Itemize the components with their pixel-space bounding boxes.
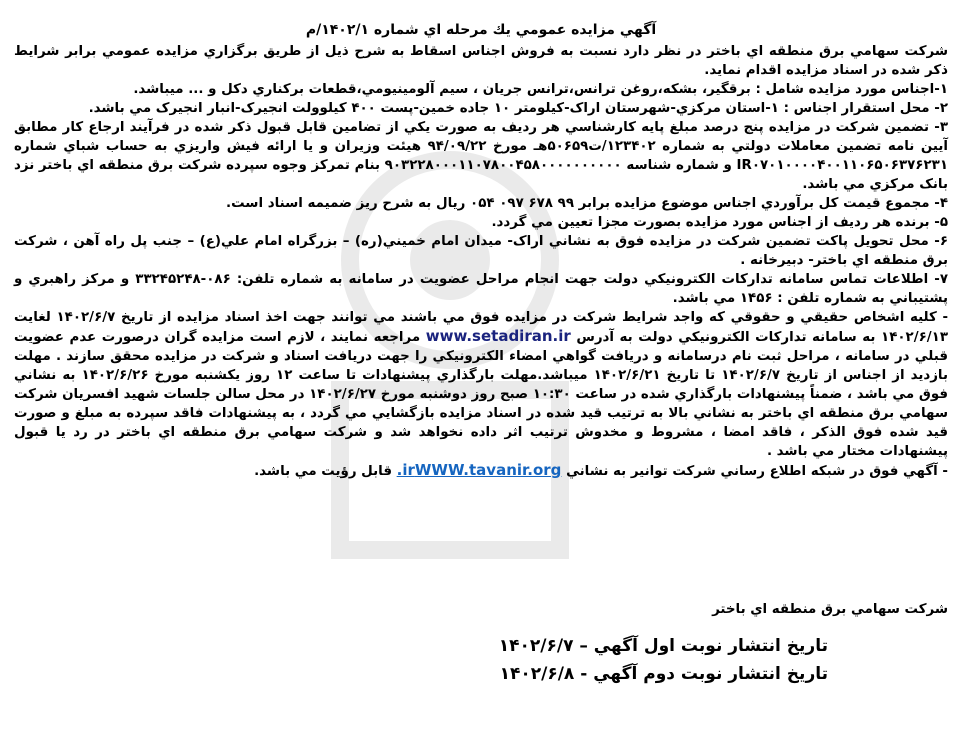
notice-item-1: ۱-اجناس مورد مزايده شامل : برقگير، بشکه،روغن ترانس،ترانس جريان ، سيم آلومينيومي،قطعات برکناري دکل و ... ميباشد. [133, 82, 948, 97]
publication-date-second: تاريخ انتشار نوبت دوم آگهي - ۱۴۰۲/۶/۸ [499, 664, 828, 684]
notice-item-2: ۲- محل استقرار اجناس : ۱-استان مرکزي-شهرستان اراک-کيلومتر ۱۰ جاده خمين-پست ۴۰۰ کيلوولت انجيرک-انبار انجيرک مي باشد. [88, 101, 948, 116]
item-9-text-a: - آگهي فوق در شبکه اطلاع رساني شرکت توانير به نشاني [566, 464, 948, 479]
publication-date-first: تاريخ انتشار نوبت اول آگهي – ۱۴۰۲/۶/۷ [498, 636, 828, 656]
item-8-text-b: مراجعه نمايند ، لازم است مزايده گران درصورت عدم عضويت قبلي در سامانه ، مراحل ثبت نام درسامانه و دريافت گواهي امضاء الکترونيکي را جهت دريافت اسناد و شرکت در مزايده محقق سازند . مهلت بازديد از اجناس از تاريخ ۱۴۰۲/۶/۷ تا تاريخ ۱۴۰۲/۶/۲۱ ميباشد.مهلت بارگذاري پيشنهادات تا ساعت ۱۲ روز يکشنبه مورخ ۱۴۰۲/۶/۲۶ به نشاني فوق مي باشد ، ضمناً پيشنهادات بارگذاري شده در ساعت ۱۰:۳۰ صبح روز دوشنبه مورخ ۱۴۰۲/۶/۲۷ در محل سالن جلسات شهيد افسريان شرکت سهامي برق منطقه اي باختر به نشاني بالا به ترتيب قيد شده در اسناد مزايده بازگشايي مي گردد ، به پيشنهادات فاقد سپرده به مبلغ و صورت قيد شده فوق الذکر ، فاقد امضا ، مشروط و مخدوش ترتيب اثر داده نخواهد شد و شرکت سهامي برق منطقه اي باختر در رد يا قبول پيشنهادات مختار مي باشد . [14, 330, 948, 459]
tavanir-link[interactable]: WWW.tavanir.org [414, 461, 562, 479]
tavanir-ir-link[interactable]: .ir [396, 461, 415, 479]
notice-intro: شرکت سهامي برق منطقه اي باختر در نظر دارد نسبت به فروش اجناس اسقاط به شرح ذيل از طريق برگزاري مزايده عمومي برابر شرايط ذکر شده در اسناد مزايده اقدام نمايد. [14, 44, 948, 78]
auction-notice [14, 20, 949, 684]
notice-item-4: ۴- مجموع قيمت کل برآوردي اجناس موضوع مزايده برابر ۹۹ ۶۷۸ ۰۹۷ ۰۵۴ ريال به شرح ريز ضميمه اسناد است. [226, 196, 948, 211]
notice-item-8 [14, 308, 948, 461]
notice-item-5: ۵- برنده هر رديف از اجناس مورد مزايده بصورت مجزا تعيين مي گردد. [491, 215, 948, 230]
publication-dates [499, 632, 828, 688]
notice-item-9 [14, 461, 948, 481]
notice-item-3: ۳- تضمين شرکت در مزايده پنج درصد مبلغ پايه کارشناسي هر رديف به صورت يکي از تضامين قابل قبول ذکر شده در فرآيند ارجاع کار مطابق آيين نامه تضمين معاملات دولتي به شماره ۱۲۳۴۰۲/ت۵۰۶۵۹هـ مورخ ۹۴/۰۹/۲۲ هيئت وزيران و يا ارائه فيش واريزي به حساب شباي شماره IR۰۷۰۱۰۰۰۰۴۰۰۱۱۰۶۵۰۶۳۷۶۲۳۱ و شماره شناسه ۹۰۳۲۲۸۰۰۰۱۱۰۷۸۰۰۴۵۸۰۰۰۰۰۰۰۰۰۰ بنام تمرکز وجوه سپرده شرکت برق منطقه اي باختر نزد بانک مرکزي مي باشد. [14, 120, 949, 192]
company-signature: شرکت سهامي برق منطقه اي باختر [712, 602, 948, 617]
setadiran-link[interactable]: www.setadiran.ir [425, 327, 571, 345]
notice-item-6: ۶- محل تحويل پاکت تضمين شرکت در مزايده فوق به نشاني اراک- ميدان امام خميني(ره) – بزرگراه امام علي(ع) – جنب پل راه آهن ، شرکت برق منطقه اي باختر- دبيرخانه . [14, 234, 948, 268]
item-8-text-a: - کليه اشخاص حقيقي و حقوقي که واجد شرايط شرکت در مزايده فوق مي باشند مي توانند جهت اخذ اسناد مزايده از تاريخ ۱۴۰۲/۶/۷ لغايت ۱۴۰۲/۶/۱۳ به سامانه تدارکات الکترونيکي دولت به آدرس [14, 310, 949, 345]
item-9-text-b: قابل رؤيت مي باشد. [254, 464, 392, 479]
notice-item-7: ۷- اطلاعات تماس سامانه تدارکات الکترونيکي دولت جهت انجام مراحل عضويت در سامانه به شماره تلفن: ۰۸۶-۳۳۲۴۵۲۴۸ و مرکز راهبري و پشتيباني به شماره تلفن : ۱۴۵۶ مي باشد. [14, 272, 948, 306]
notice-title: آگهي مزايده عمومي يك مرحله اي شماره ۱۴۰۲/۱/م [305, 22, 657, 38]
